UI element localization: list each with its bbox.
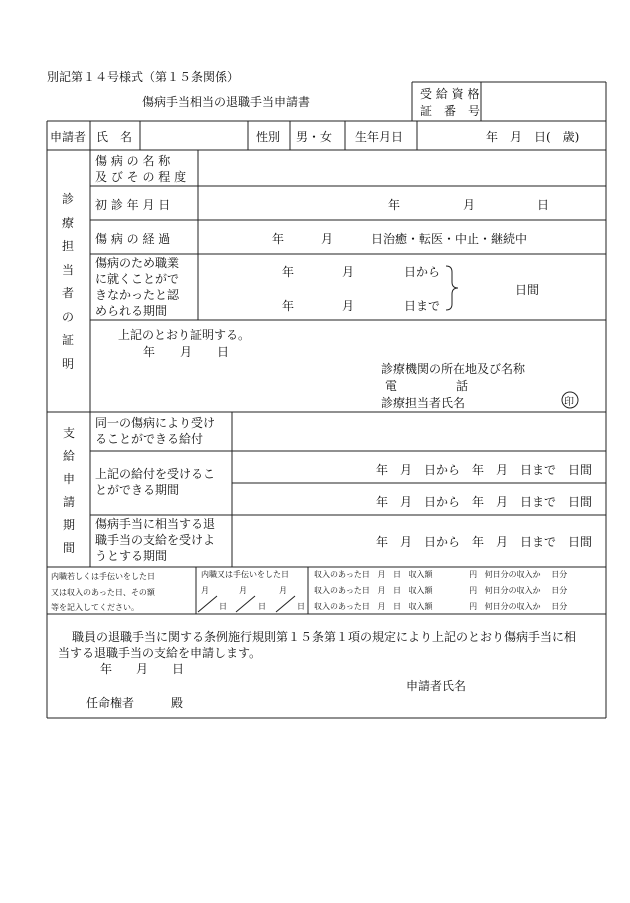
payment-section-label: 支 給 申 請 期 間 bbox=[63, 426, 76, 555]
statement-line2: 当する退職手当の支給を申請します。 bbox=[58, 646, 262, 660]
receivable-period-label: 上記の給付を受けるこ とができる期間 bbox=[95, 467, 216, 497]
clinic-address-label: 診療機関の所在地及び名称 bbox=[381, 362, 526, 376]
same-illness-benefit-field[interactable] bbox=[234, 414, 604, 449]
appointer-label: 任命権者 bbox=[86, 696, 135, 710]
applicant-name-field[interactable] bbox=[142, 123, 246, 148]
progress-year[interactable]: 年 bbox=[272, 232, 285, 246]
honorific: 殿 bbox=[171, 696, 184, 710]
income-row[interactable]: 収入のあった日 月 日 収入額 円 何日分の収入か 日分 bbox=[314, 602, 568, 611]
application-month[interactable]: 月 bbox=[136, 662, 149, 676]
period-from-year[interactable]: 年 bbox=[282, 265, 295, 279]
application-day[interactable]: 日 bbox=[172, 662, 185, 676]
first-visit-day[interactable]: 日 bbox=[537, 198, 550, 212]
phone-label-1: 電 bbox=[385, 379, 398, 393]
side-work-days-label: 内職又は手伝いをした日 bbox=[201, 570, 289, 579]
doctor-name-label: 診療担当者氏名 bbox=[381, 396, 466, 410]
sex-label: 性別 bbox=[256, 130, 281, 144]
name-label: 氏 名 bbox=[96, 130, 133, 144]
period-to-month[interactable]: 月 bbox=[342, 299, 355, 313]
first-visit-year[interactable]: 年 bbox=[388, 198, 401, 212]
receivable-period-row1[interactable]: 年 月 日から 年 月 日まで 日間 bbox=[376, 463, 593, 477]
form-title: 傷病手当相当の退職手当申請書 bbox=[142, 95, 311, 109]
receivable-period-row2[interactable]: 年 月 日から 年 月 日まで 日間 bbox=[376, 495, 593, 509]
period-from-day[interactable]: 日から bbox=[404, 265, 441, 279]
unable-period-label: 傷病のため職業 に就くことがで きなかったと認 められる期間 bbox=[95, 256, 180, 318]
phone-label-2: 話 bbox=[456, 379, 469, 393]
equivalent-period-value[interactable]: 年 月 日から 年 月 日まで 日間 bbox=[376, 535, 593, 549]
certify-day[interactable]: 日 bbox=[217, 345, 230, 359]
progress-outcome-options[interactable]: 日治癒・転医・中止・継続中 bbox=[371, 232, 528, 246]
certify-month[interactable]: 月 bbox=[180, 345, 193, 359]
side-work-day-3[interactable]: 日 bbox=[297, 602, 305, 611]
same-illness-benefit-label: 同一の傷病により受け ることができる給付 bbox=[95, 416, 216, 446]
side-work-month-2[interactable]: 月 bbox=[239, 586, 247, 595]
sex-options[interactable]: 男・女 bbox=[296, 130, 333, 144]
eligibility-label-line1: 受 給 資 格 bbox=[420, 87, 480, 101]
side-work-day-2[interactable]: 日 bbox=[258, 602, 266, 611]
side-work-month-1[interactable]: 月 bbox=[201, 586, 209, 595]
income-row[interactable]: 収入のあった日 月 日 収入額 円 何日分の収入か 日分 bbox=[314, 586, 568, 595]
progress-month[interactable]: 月 bbox=[321, 232, 334, 246]
income-note: 内職若しくは手伝いをした日 又は収入のあった日、その額 等を記入してください。 bbox=[51, 572, 155, 612]
first-visit-label: 初 診 年 月 日 bbox=[95, 198, 171, 212]
equivalent-period-label: 傷病手当に相当する退 職手当の支給を受けよ うとする期間 bbox=[95, 517, 216, 563]
period-to-year[interactable]: 年 bbox=[282, 299, 295, 313]
eligibility-number-field[interactable] bbox=[483, 84, 603, 119]
form-number: 別記第１４号様式（第１５条関係） bbox=[47, 70, 240, 84]
side-work-day-1[interactable]: 日 bbox=[219, 602, 227, 611]
eligibility-label-line2: 証 番 号 bbox=[420, 104, 481, 118]
side-work-month-3[interactable]: 月 bbox=[279, 586, 287, 595]
period-to-day[interactable]: 日まで bbox=[404, 299, 441, 313]
first-visit-month[interactable]: 月 bbox=[463, 198, 476, 212]
application-year[interactable]: 年 bbox=[100, 662, 113, 676]
dob-value[interactable]: 年 月 日( 歳) bbox=[486, 130, 580, 144]
applicant-name-label: 申請者氏名 bbox=[406, 679, 467, 693]
disease-name-field[interactable] bbox=[200, 152, 604, 184]
period-from-month[interactable]: 月 bbox=[342, 265, 355, 279]
period-days[interactable]: 日間 bbox=[515, 283, 540, 297]
certify-year[interactable]: 年 bbox=[143, 345, 156, 359]
income-row[interactable]: 収入のあった日 月 日 収入額 円 何日分の収入か 日分 bbox=[314, 570, 568, 579]
seal-mark: 印 bbox=[564, 397, 574, 408]
progress-label: 傷 病 の 経 過 bbox=[95, 232, 171, 246]
applicant-signature-field[interactable] bbox=[474, 674, 602, 692]
disease-name-label: 傷 病 の 名 称 及 び そ の 程 度 bbox=[95, 154, 187, 184]
applicant-label: 申請者 bbox=[50, 130, 87, 144]
certify-text: 上記のとおり証明する。 bbox=[118, 328, 251, 342]
medical-section-label: 診 療 担 当 者 の 証 明 bbox=[62, 192, 75, 371]
statement-line1: 職員の退職手当に関する条例施行規則第１５条第１項の規定により上記のとおり傷病手当に相 bbox=[72, 630, 577, 644]
dob-label: 生年月日 bbox=[355, 130, 404, 144]
